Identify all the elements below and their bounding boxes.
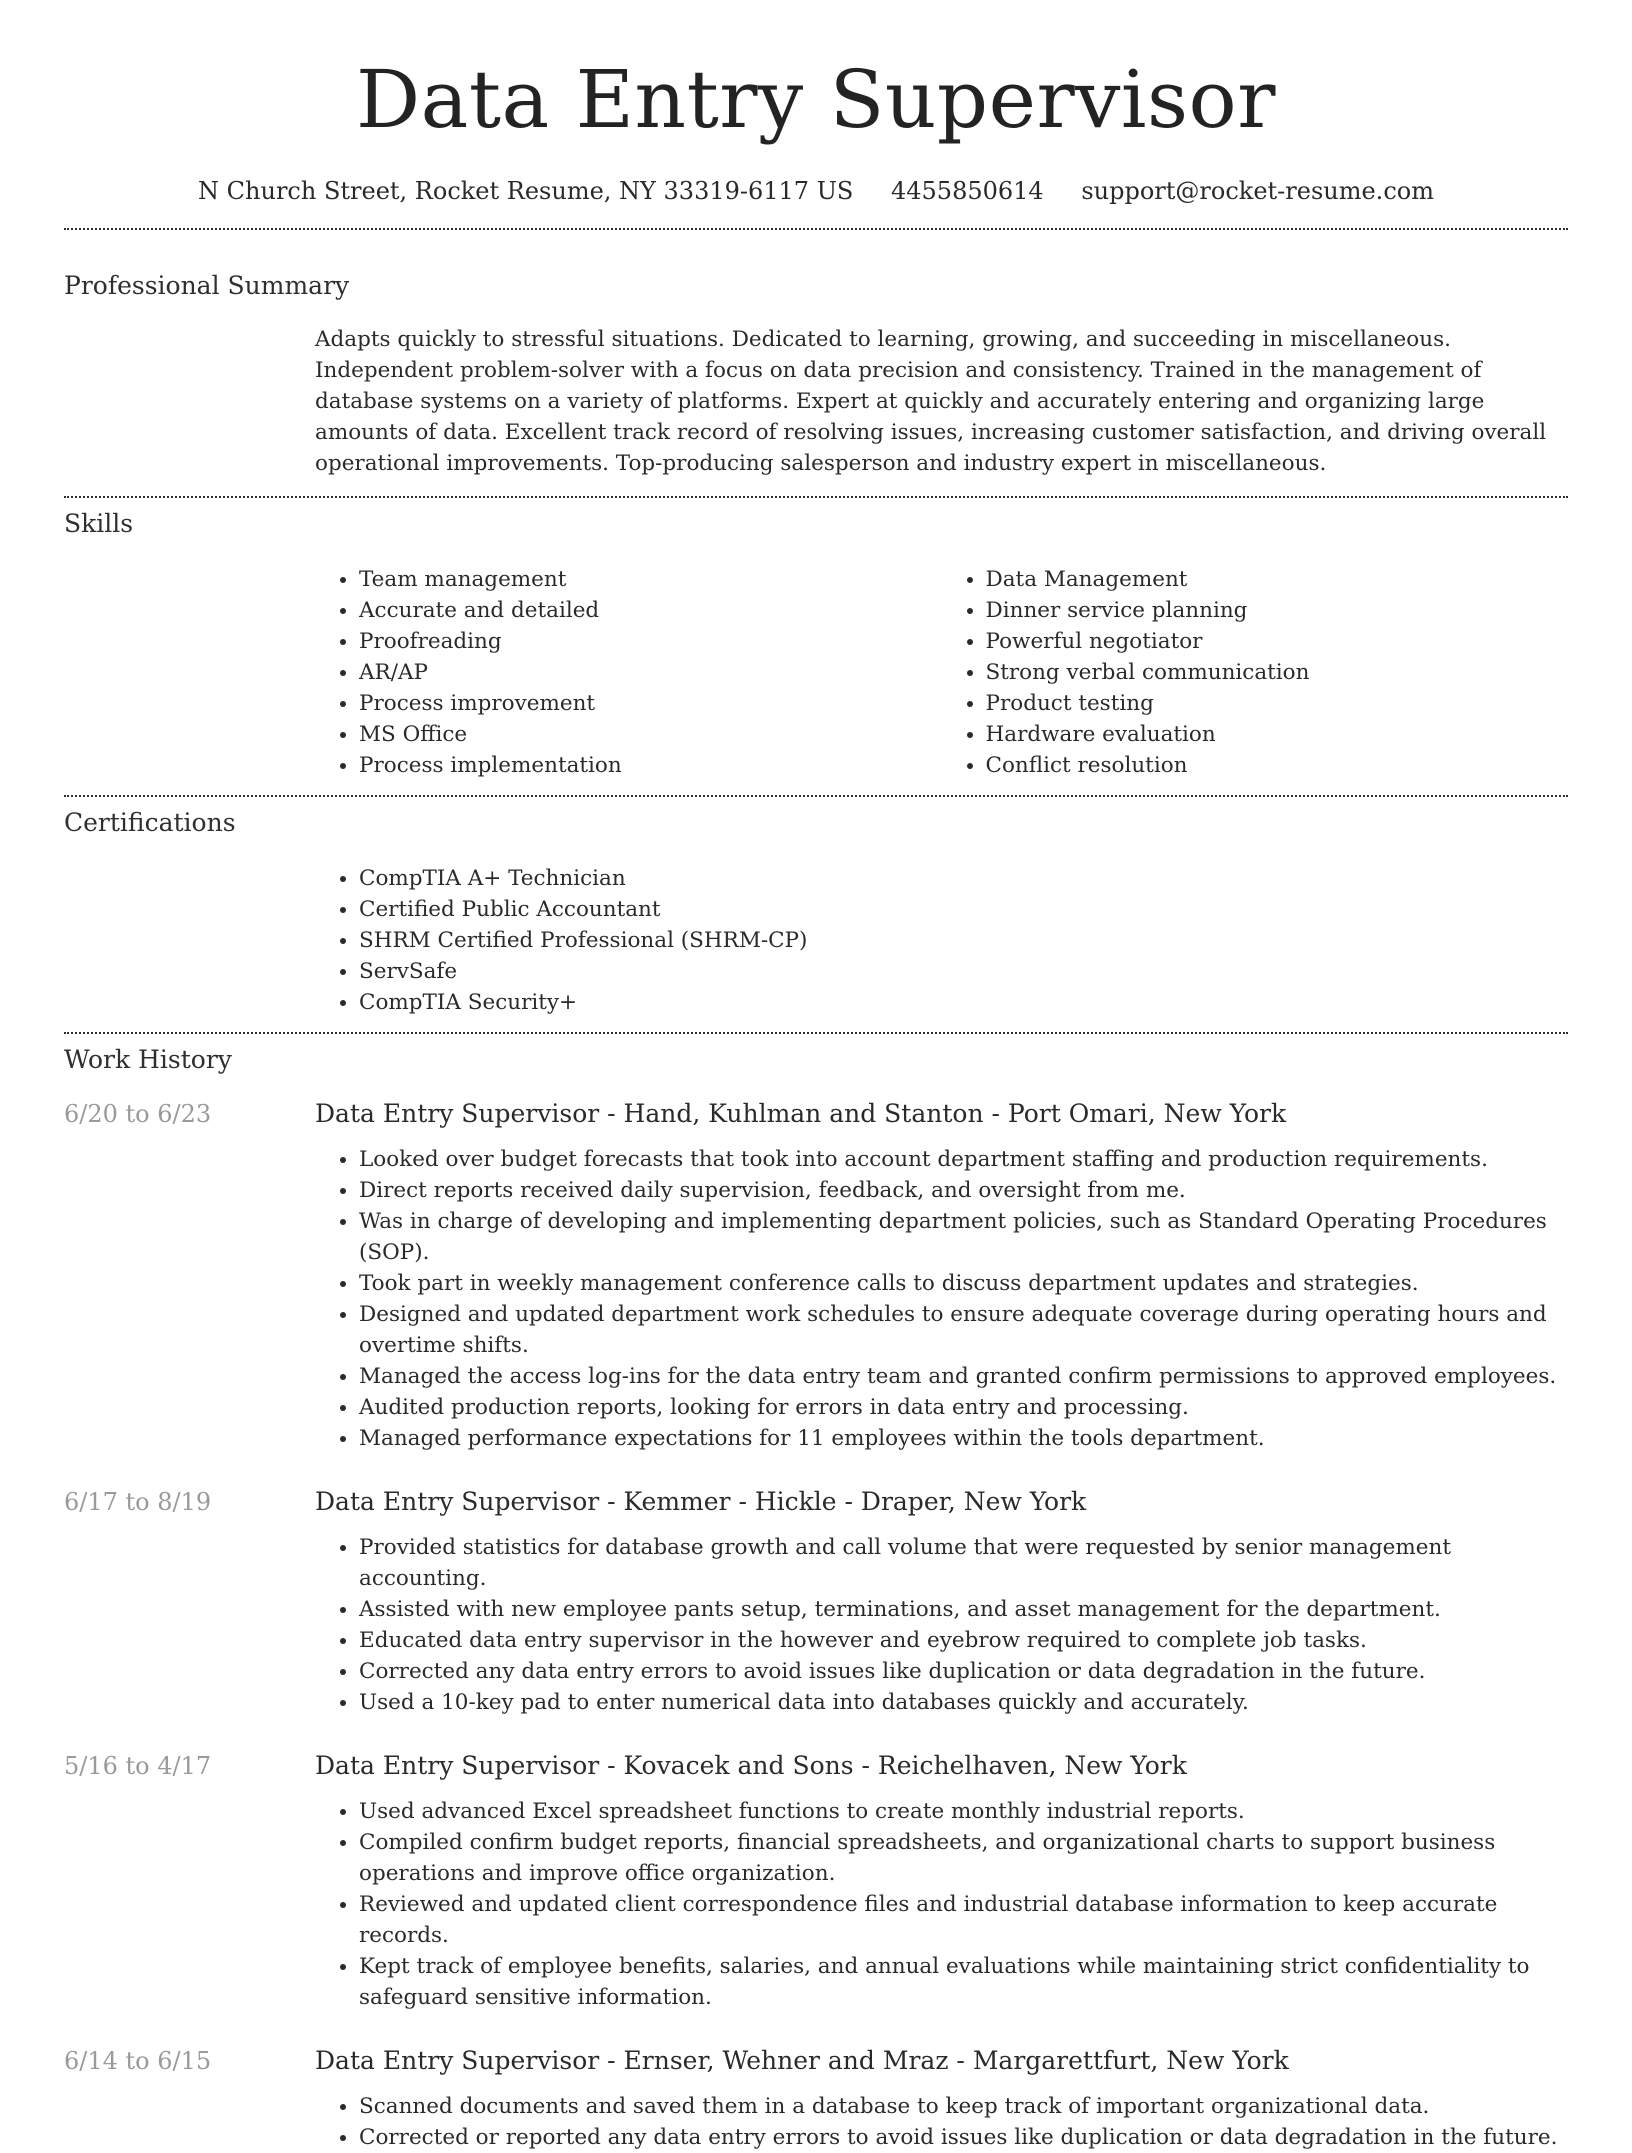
job-bullet-list bbox=[315, 1144, 1568, 1454]
skill-item: • Conflict resolution bbox=[986, 750, 1569, 781]
job-bullets bbox=[315, 1796, 1568, 2013]
section-divider bbox=[64, 496, 1568, 498]
job-bullet: • Used advanced Excel spreadsheet functions to create monthly industrial reports. bbox=[359, 1796, 1568, 1827]
skill-item: • AR/AP bbox=[359, 657, 942, 688]
certifications-list bbox=[315, 863, 1568, 1018]
job-entry bbox=[64, 1750, 1568, 2013]
job-bullet: • Assisted with new employee pants setup, terminations, and asset management for the department. bbox=[359, 1594, 1568, 1625]
contact-email: support@rocket-resume.com bbox=[1081, 177, 1434, 205]
summary-text: Adapts quickly to stressful situations. Dedicated to learning, growing, and succeeding in miscellaneous. Independent problem-solver with a focus on data precision and consistency. Trained in the management of database systems on a variety of platforms. Expert at quickly and accurately entering and organizing large amounts of data. Excellent track record of resolving issues, increasing customer satisfaction, and driving overall operational improvements. Top-producing salesperson and industry expert in miscellaneous. bbox=[315, 327, 1547, 476]
contact-address: N Church Street, Rocket Resume, NY 33319-6117 US bbox=[198, 177, 854, 205]
skills-column-right bbox=[942, 564, 1569, 781]
job-bullet-list bbox=[315, 1796, 1568, 2013]
section-divider bbox=[64, 1032, 1568, 1034]
summary-heading: Professional Summary bbox=[64, 271, 350, 300]
job-bullets bbox=[315, 2091, 1568, 2153]
skill-item: • Proofreading bbox=[359, 626, 942, 657]
skill-item: • Strong verbal communication bbox=[986, 657, 1569, 688]
job-bullet: • Educated data entry supervisor in the however and eyebrow required to complete job tasks. bbox=[359, 1625, 1568, 1656]
job-bullet: • Took part in weekly management conference calls to discuss department updates and strategies. bbox=[359, 1268, 1568, 1299]
job-entry bbox=[64, 1098, 1568, 1454]
certifications-bullets bbox=[315, 863, 1568, 1018]
skills-heading: Skills bbox=[64, 509, 134, 538]
job-bullet: • Corrected or reported any data entry errors to avoid issues like duplication or data degradation in the future. bbox=[359, 2122, 1568, 2153]
job-heading: Data Entry Supervisor - Hand, Kuhlman and Stanton - Port Omari, New York bbox=[315, 1099, 1287, 1128]
skills-column-left bbox=[315, 564, 942, 781]
job-bullet: • Direct reports received daily supervision, feedback, and oversight from me. bbox=[359, 1175, 1568, 1206]
certification-item: • SHRM Certified Professional (SHRM-CP) bbox=[359, 925, 1568, 956]
certifications-heading: Certifications bbox=[64, 808, 236, 837]
contact-phone: 4455850614 bbox=[891, 177, 1044, 205]
skills-list bbox=[315, 564, 1568, 781]
job-bullet: • Provided statistics for database growth and call volume that were requested by senior management accounting. bbox=[359, 1532, 1568, 1594]
skill-item: • Accurate and detailed bbox=[359, 595, 942, 626]
job-bullet: • Corrected any data entry errors to avoid issues like duplication or data degradation in the future. bbox=[359, 1656, 1568, 1687]
job-entry bbox=[64, 1486, 1568, 1718]
job-dates: 6/14 to 6/15 bbox=[64, 2047, 212, 2075]
certification-item: • ServSafe bbox=[359, 956, 1568, 987]
job-dates: 5/16 to 4/17 bbox=[64, 1752, 212, 1780]
certification-item: • CompTIA A+ Technician bbox=[359, 863, 1568, 894]
job-heading: Data Entry Supervisor - Kovacek and Sons - Reichelhaven, New York bbox=[315, 1751, 1187, 1780]
candidate-name: Data Entry Supervisor bbox=[356, 53, 1276, 146]
skill-item: • Dinner service planning bbox=[986, 595, 1569, 626]
job-dates: 6/20 to 6/23 bbox=[64, 1100, 212, 1128]
job-bullet: • Managed performance expectations for 11 employees within the tools department. bbox=[359, 1423, 1568, 1454]
job-bullets bbox=[315, 1144, 1568, 1454]
skill-item: • Hardware evaluation bbox=[986, 719, 1569, 750]
job-bullet-list bbox=[315, 1532, 1568, 1718]
job-heading: Data Entry Supervisor - Kemmer - Hickle - Draper, New York bbox=[315, 1487, 1087, 1516]
job-bullet: • Used a 10-key pad to enter numerical data into databases quickly and accurately. bbox=[359, 1687, 1568, 1718]
job-bullet: • Was in charge of developing and implementing department policies, such as Standard Operating Procedures (SOP). bbox=[359, 1206, 1568, 1268]
job-bullet-list bbox=[315, 2091, 1568, 2153]
job-bullet: • Reviewed and updated client correspondence files and industrial database information to keep accurate records. bbox=[359, 1889, 1568, 1951]
section-divider bbox=[64, 228, 1568, 230]
skill-item: • MS Office bbox=[359, 719, 942, 750]
job-bullet: • Managed the access log-ins for the data entry team and granted confirm permissions to approved employees. bbox=[359, 1361, 1568, 1392]
skill-item: • Process improvement bbox=[359, 688, 942, 719]
job-bullet: • Looked over budget forecasts that took into account department staffing and production requirements. bbox=[359, 1144, 1568, 1175]
job-heading: Data Entry Supervisor - Ernser, Wehner and Mraz - Margarettfurt, New York bbox=[315, 2046, 1289, 2075]
job-entry bbox=[64, 2045, 1568, 2153]
certification-item: • Certified Public Accountant bbox=[359, 894, 1568, 925]
section-divider bbox=[64, 795, 1568, 797]
job-bullet: • Designed and updated department work schedules to ensure adequate coverage during operating hours and overtime shifts. bbox=[359, 1299, 1568, 1361]
skill-item: • Process implementation bbox=[359, 750, 942, 781]
job-dates: 6/17 to 8/19 bbox=[64, 1488, 212, 1516]
skill-item: • Powerful negotiator bbox=[986, 626, 1569, 657]
job-bullet: • Scanned documents and saved them in a database to keep track of important organizational data. bbox=[359, 2091, 1568, 2122]
skill-item: • Data Management bbox=[986, 564, 1569, 595]
job-bullets bbox=[315, 1532, 1568, 1718]
certification-item: • CompTIA Security+ bbox=[359, 987, 1568, 1018]
job-bullet: • Kept track of employee benefits, salaries, and annual evaluations while maintaining strict confidentiality to safeguard sensitive information. bbox=[359, 1951, 1568, 2013]
job-bullet: • Audited production reports, looking for errors in data entry and processing. bbox=[359, 1392, 1568, 1423]
job-bullet: • Compiled confirm budget reports, financial spreadsheets, and organizational charts to support business operations and improve office organization. bbox=[359, 1827, 1568, 1889]
contact-line bbox=[64, 176, 1568, 206]
work-history-heading: Work History bbox=[64, 1045, 232, 1074]
skill-item: • Product testing bbox=[986, 688, 1569, 719]
skill-item: • Team management bbox=[359, 564, 942, 595]
